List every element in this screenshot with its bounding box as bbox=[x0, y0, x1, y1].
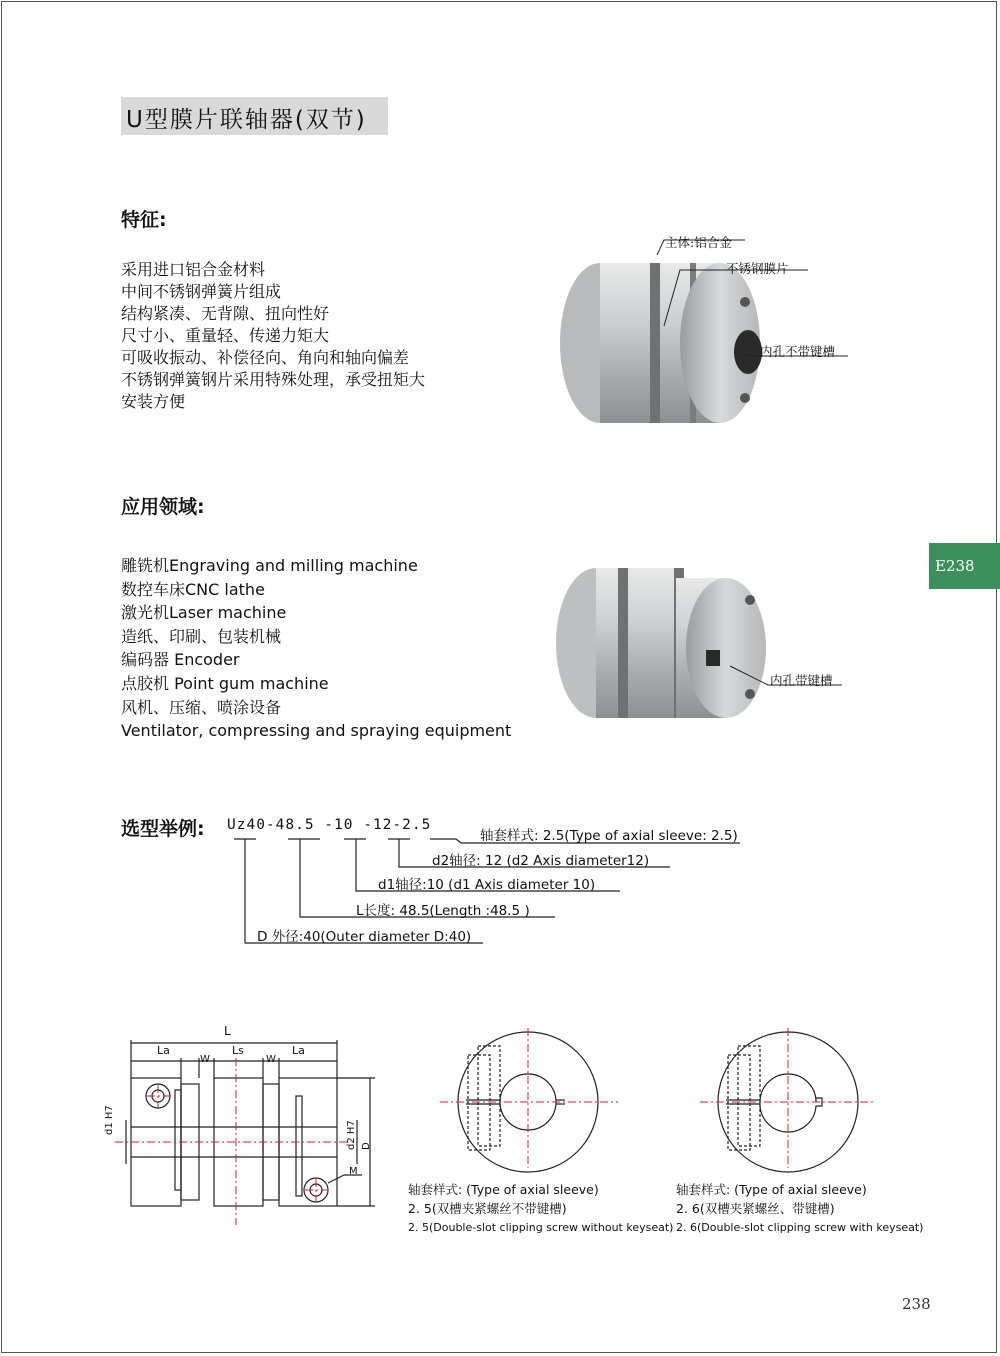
dim-La-left: La bbox=[157, 1044, 170, 1057]
annotation-sleeve: 轴套样式: 2.5(Type of axial sleeve: 2.5) bbox=[480, 828, 738, 844]
feature-item: 结构紧凑、无背隙、扭向性好 bbox=[121, 304, 330, 323]
drawing-centerlines bbox=[115, 1058, 350, 1225]
selection-heading: 选型举例: bbox=[121, 818, 205, 840]
dim-La-right: La bbox=[292, 1044, 305, 1057]
application-item: 编码器 Encoder bbox=[121, 650, 240, 670]
application-item: 点胶机 Point gum machine bbox=[121, 673, 329, 693]
sleeve-2-5-caption bbox=[408, 1180, 673, 1237]
feature-item: 采用进口铝合金材料 bbox=[121, 260, 266, 279]
application-item: 数控车床CNC lathe bbox=[121, 579, 265, 599]
feature-item: 安装方便 bbox=[121, 392, 186, 411]
feature-item: 中间不锈钢弹簧片组成 bbox=[121, 282, 282, 301]
dim-M: M bbox=[349, 1166, 358, 1177]
annotation-d2: d2轴径: 12 (d2 Axis diameter12) bbox=[432, 853, 650, 869]
page-number: 238 bbox=[902, 1295, 931, 1313]
feature-item: 可吸收振动、补偿径向、角向和轴向偏差 bbox=[121, 348, 410, 367]
caption-line: 轴套样式: (Type of axial sleeve) bbox=[676, 1182, 867, 1197]
technical-drawing-side bbox=[126, 1040, 375, 1206]
caption-line: 轴套样式: (Type of axial sleeve) bbox=[408, 1182, 599, 1197]
sleeve-2-6-centerlines bbox=[700, 1028, 876, 1168]
features-heading: 特征: bbox=[121, 209, 167, 231]
caption-line: 2. 6(双槽夹紧螺丝、带键槽) bbox=[676, 1201, 835, 1216]
annotation-outer-diameter: D 外径:40(Outer diameter D:40) bbox=[257, 929, 472, 945]
dim-D: D bbox=[361, 1142, 372, 1150]
model-code: Uz40-48.5 -10 -12-2.5 bbox=[227, 817, 432, 833]
application-item: 造纸、印刷、包装机械 bbox=[121, 626, 282, 646]
annotation-length: L长度: 48.5(Length :48.5 ) bbox=[356, 903, 530, 919]
dim-d1: d1 H7 bbox=[104, 1105, 115, 1135]
callout-diaphragm: 不锈钢膜片 bbox=[726, 261, 789, 276]
caption-line: 2. 6(Double-slot clipping screw with keyseat) bbox=[676, 1221, 924, 1234]
dim-W-left: W bbox=[200, 1054, 210, 1065]
feature-item: 不锈钢弹簧钢片采用特殊处理，承受扭矩大 bbox=[121, 370, 426, 389]
coupling-photo-2 bbox=[556, 568, 842, 718]
sleeve-2-6-caption bbox=[676, 1180, 923, 1237]
annotation-d1: d1轴径:10 (d1 Axis diameter 10) bbox=[378, 877, 596, 893]
dim-L: L bbox=[224, 1024, 231, 1038]
callout-bore-no-key: 内孔不带键槽 bbox=[760, 344, 836, 359]
feature-item: 尺寸小、重量轻、传递力矩大 bbox=[121, 326, 330, 345]
dim-W-right: W bbox=[266, 1054, 276, 1065]
sleeve-2-5-centerlines bbox=[440, 1028, 618, 1168]
dim-Ls: Ls bbox=[232, 1044, 244, 1057]
caption-line: 2. 5(双槽夹紧螺丝不带键槽) bbox=[408, 1201, 567, 1216]
callout-body-material: 主体:铝合金 bbox=[665, 235, 732, 250]
callout-bore-key: 内孔带键槽 bbox=[770, 673, 833, 688]
applications-heading: 应用领域: bbox=[121, 496, 205, 518]
application-item: 激光机Laser machine bbox=[121, 603, 287, 623]
caption-line: 2. 5(Double-slot clipping screw without keyseat) bbox=[408, 1221, 674, 1234]
coupling-photo-1 bbox=[560, 240, 848, 423]
page-title: U型膜片联轴器(双节) bbox=[126, 107, 367, 133]
side-tab: E238 bbox=[929, 543, 1000, 589]
application-item: 风机、压缩、喷涂设备 bbox=[121, 697, 282, 717]
application-item: 雕铣机Engraving and milling machine bbox=[121, 556, 418, 575]
dim-d2: d2 H7 bbox=[346, 1120, 357, 1150]
application-item: Ventilator, compressing and spraying equipment bbox=[121, 721, 512, 741]
